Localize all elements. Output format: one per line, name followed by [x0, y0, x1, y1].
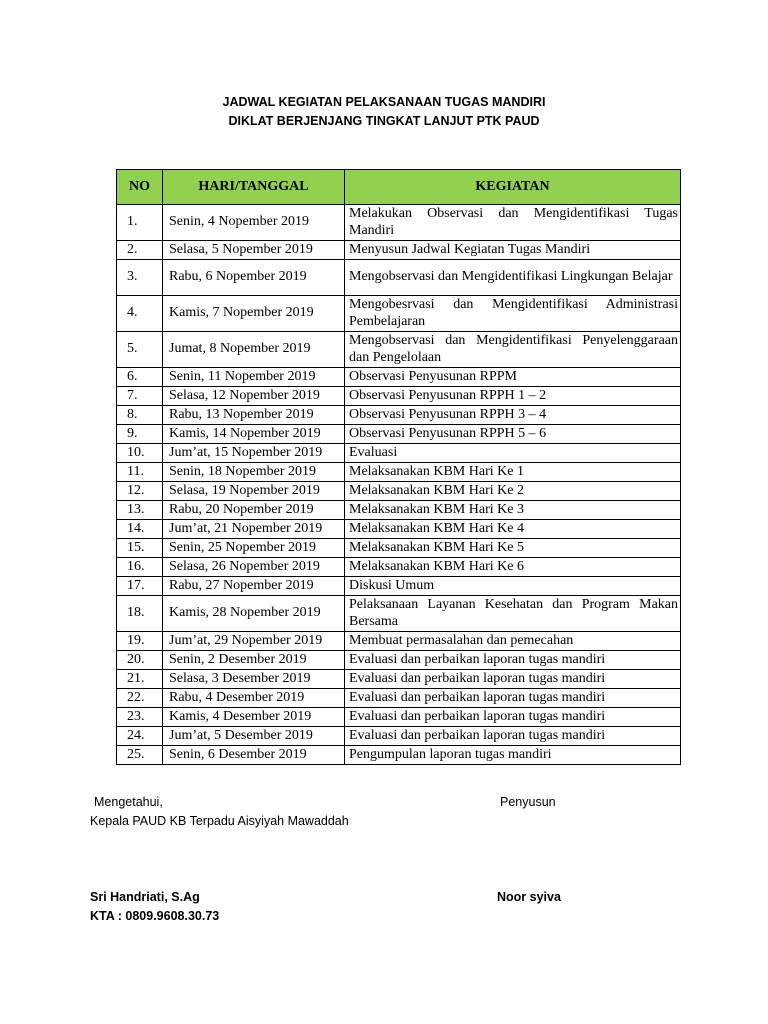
row-no: 23. [117, 708, 163, 727]
row-no: 10. [117, 444, 163, 463]
row-no: 3. [117, 260, 163, 296]
table-row [117, 444, 681, 463]
table-row [117, 501, 681, 520]
row-date: Selasa, 12 Nopember 2019 [163, 387, 345, 406]
principal-position: Kepala PAUD KB Terpadu Aisyiyah Mawaddah [90, 814, 349, 828]
row-no: 21. [117, 670, 163, 689]
row-date: Selasa, 3 Desember 2019 [163, 670, 345, 689]
row-no: 20. [117, 651, 163, 670]
row-no: 11. [117, 463, 163, 482]
row-date: Kamis, 7 Nopember 2019 [163, 296, 345, 332]
row-no: 5. [117, 332, 163, 368]
row-activity: Melaksanakan KBM Hari Ke 2 [345, 482, 681, 501]
table-header-row [117, 170, 681, 205]
table-row [117, 577, 681, 596]
row-date: Jum’at, 15 Nopember 2019 [163, 444, 345, 463]
row-activity: Evaluasi dan perbaikan laporan tugas mandiri [345, 670, 681, 689]
header-activity: KEGIATAN [345, 170, 681, 205]
row-activity: Mengobesrvasi dan Mengidentifikasi Administrasi Pembelajaran [345, 296, 681, 332]
table-row [117, 689, 681, 708]
table-row [117, 241, 681, 260]
row-date: Senin, 25 Nopember 2019 [163, 539, 345, 558]
row-activity: Membuat permasalahan dan pemecahan [345, 632, 681, 651]
table-row [117, 406, 681, 425]
row-date: Rabu, 13 Nopember 2019 [163, 406, 345, 425]
principal-id: KTA : 0809.9608.30.73 [90, 909, 220, 923]
row-activity: Evaluasi dan perbaikan laporan tugas mandiri [345, 651, 681, 670]
table-row [117, 463, 681, 482]
row-date: Jum’at, 29 Nopember 2019 [163, 632, 345, 651]
row-activity: Melaksanakan KBM Hari Ke 5 [345, 539, 681, 558]
table-row [117, 746, 681, 765]
row-no: 2. [117, 241, 163, 260]
row-date: Jum’at, 5 Desember 2019 [163, 727, 345, 746]
table-row [117, 651, 681, 670]
row-date: Rabu, 27 Nopember 2019 [163, 577, 345, 596]
row-no: 14. [117, 520, 163, 539]
row-activity: Evaluasi dan perbaikan laporan tugas mandiri [345, 708, 681, 727]
row-no: 9. [117, 425, 163, 444]
row-no: 19. [117, 632, 163, 651]
row-date: Kamis, 4 Desember 2019 [163, 708, 345, 727]
row-no: 24. [117, 727, 163, 746]
row-no: 13. [117, 501, 163, 520]
row-date: Jum’at, 21 Nopember 2019 [163, 520, 345, 539]
row-activity: Observasi Penyusunan RPPH 3 – 4 [345, 406, 681, 425]
principal-name: Sri Handriati, S.Ag [90, 890, 200, 904]
row-activity: Melaksanakan KBM Hari Ke 6 [345, 558, 681, 577]
row-no: 4. [117, 296, 163, 332]
row-no: 12. [117, 482, 163, 501]
row-activity: Melaksanakan KBM Hari Ke 4 [345, 520, 681, 539]
row-no: 22. [117, 689, 163, 708]
table-body [117, 205, 681, 765]
acknowledged-caption: Mengetahui, [94, 795, 163, 809]
row-activity: Melaksanakan KBM Hari Ke 1 [345, 463, 681, 482]
row-date: Selasa, 26 Nopember 2019 [163, 558, 345, 577]
row-activity: Mengobservasi dan Mengidentifikasi Lingkungan Belajar [345, 260, 681, 296]
row-no: 16. [117, 558, 163, 577]
row-activity: Observasi Penyusunan RPPH 1 – 2 [345, 387, 681, 406]
row-no: 8. [117, 406, 163, 425]
table-row [117, 632, 681, 651]
row-no: 7. [117, 387, 163, 406]
row-activity: Evaluasi dan perbaikan laporan tugas mandiri [345, 727, 681, 746]
row-date: Senin, 4 Nopember 2019 [163, 205, 345, 241]
row-activity: Melakukan Observasi dan Mengidentifikasi Tugas Mandiri [345, 205, 681, 241]
row-date: Senin, 11 Nopember 2019 [163, 368, 345, 387]
table-row [117, 670, 681, 689]
table-row [117, 708, 681, 727]
row-no: 1. [117, 205, 163, 241]
table-row [117, 296, 681, 332]
table-row [117, 539, 681, 558]
row-date: Rabu, 6 Nopember 2019 [163, 260, 345, 296]
table-row [117, 260, 681, 296]
row-date: Rabu, 4 Desember 2019 [163, 689, 345, 708]
table-row [117, 425, 681, 444]
row-activity: Evaluasi [345, 444, 681, 463]
row-activity: Observasi Penyusunan RPPM [345, 368, 681, 387]
row-activity: Observasi Penyusunan RPPH 5 – 6 [345, 425, 681, 444]
row-date: Kamis, 28 Nopember 2019 [163, 596, 345, 632]
document-title: JADWAL KEGIATAN PELAKSANAAN TUGAS MANDIRI [222, 95, 546, 109]
row-activity: Mengobservasi dan Mengidentifikasi Penyelenggaraan dan Pengelolaan [345, 332, 681, 368]
row-no: 15. [117, 539, 163, 558]
document-subtitle: DIKLAT BERJENJANG TINGKAT LANJUT PTK PAUD [228, 114, 540, 128]
row-date: Jumat, 8 Nopember 2019 [163, 332, 345, 368]
row-activity: Evaluasi dan perbaikan laporan tugas mandiri [345, 689, 681, 708]
row-date: Senin, 2 Desember 2019 [163, 651, 345, 670]
row-activity: Menyusun Jadwal Kegiatan Tugas Mandiri [345, 241, 681, 260]
row-date: Rabu, 20 Nopember 2019 [163, 501, 345, 520]
row-activity: Melaksanakan KBM Hari Ke 3 [345, 501, 681, 520]
row-no: 18. [117, 596, 163, 632]
row-no: 6. [117, 368, 163, 387]
header-date: HARI/TANGGAL [163, 170, 345, 205]
table-row [117, 596, 681, 632]
table-row [117, 482, 681, 501]
row-date: Senin, 18 Nopember 2019 [163, 463, 345, 482]
row-date: Senin, 6 Desember 2019 [163, 746, 345, 765]
schedule-table [116, 169, 681, 765]
row-activity: Pelaksanaan Layanan Kesehatan dan Program Makan Bersama [345, 596, 681, 632]
row-no: 25. [117, 746, 163, 765]
table-row [117, 520, 681, 539]
author-caption: Penyusun [500, 795, 556, 809]
header-no: NO [117, 170, 163, 205]
row-no: 17. [117, 577, 163, 596]
row-activity: Diskusi Umum [345, 577, 681, 596]
table-row [117, 387, 681, 406]
table-row [117, 205, 681, 241]
table-row [117, 332, 681, 368]
author-name: Noor syiva [497, 890, 561, 904]
row-date: Selasa, 19 Nopember 2019 [163, 482, 345, 501]
row-activity: Pengumpulan laporan tugas mandiri [345, 746, 681, 765]
row-date: Kamis, 14 Nopember 2019 [163, 425, 345, 444]
table-row [117, 727, 681, 746]
table-row [117, 368, 681, 387]
row-date: Selasa, 5 Nopember 2019 [163, 241, 345, 260]
table-row [117, 558, 681, 577]
